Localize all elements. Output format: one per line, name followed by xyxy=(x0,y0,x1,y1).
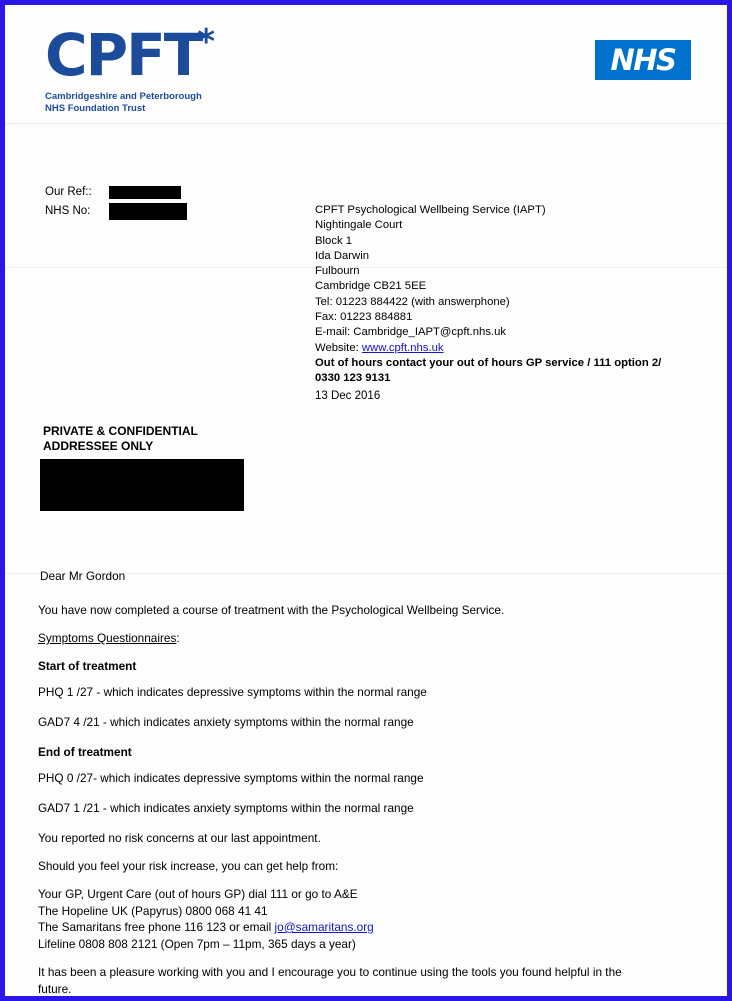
service-telephone: Tel: 01223 884422 (with answerphone) xyxy=(315,295,510,308)
crisis-contacts-list xyxy=(38,886,708,952)
end-gad-score: GAD7 1 /21 - which indicates anxiety symptoms within the normal range xyxy=(38,801,414,815)
nhs-no-label: NHS No: xyxy=(45,205,91,217)
service-address-line-5: Fulbourn xyxy=(315,265,360,278)
start-of-treatment-heading: Start of treatment xyxy=(38,659,137,673)
closing-paragraph xyxy=(38,964,708,996)
service-website-row xyxy=(315,341,715,356)
questionnaires-heading-suffix: : xyxy=(176,631,180,645)
end-phq-score: PHQ 0 /27- which indicates depressive symptoms within the normal range xyxy=(38,771,424,785)
scan-band xyxy=(5,123,727,124)
contact-samaritans xyxy=(38,919,708,936)
out-of-hours-line-1: Out of hours contact your out of hours GP service / 111 option 2/ xyxy=(315,356,662,369)
addressee-redaction xyxy=(40,459,244,511)
service-name: CPFT Psychological Wellbeing Service (IAPT) xyxy=(315,204,546,216)
questionnaires-heading-text: Symptoms Questionnaires xyxy=(38,631,177,645)
service-address-line-3: Block 1 xyxy=(315,234,353,247)
risk-help-intro: Should you feel your risk increase, you can get help from: xyxy=(38,859,339,873)
contact-lifeline: Lifeline 0808 808 2121 (Open 7pm – 11pm, 365 days a year) xyxy=(38,936,356,951)
cpft-subtitle-line2: NHS Foundation Trust xyxy=(45,103,146,114)
questionnaires-heading xyxy=(38,630,708,646)
paper-sheet xyxy=(5,5,727,996)
service-address-block xyxy=(315,203,715,387)
service-website-label: Website: xyxy=(315,341,362,354)
service-address-line-4: Ida Darwin xyxy=(315,249,369,262)
nhs-no-row xyxy=(45,202,187,221)
reference-block xyxy=(45,183,187,221)
confidential-notice xyxy=(43,424,198,454)
confidential-line-2: ADDRESSEE ONLY xyxy=(43,439,154,453)
cpft-subtitle-line1: Cambridgeshire and Peterborough xyxy=(45,91,202,102)
our-ref-label: Our Ref:: xyxy=(45,186,92,198)
intro-paragraph: You have now completed a course of treatment with the Psychological Wellbeing Service. xyxy=(38,603,505,617)
contact-samaritans-text: The Samaritans free phone 116 123 or email xyxy=(38,920,275,934)
our-ref-redaction xyxy=(109,186,181,199)
cpft-asterisk-icon: * xyxy=(197,22,216,62)
contact-hopeline: The Hopeline UK (Papyrus) 0800 068 41 41 xyxy=(38,903,268,918)
nhs-logo: NHS xyxy=(595,40,691,80)
service-address-line-6: Cambridge CB21 5EE xyxy=(315,280,427,293)
service-website-link[interactable]: www.cpft.nhs.uk xyxy=(361,341,444,354)
out-of-hours-line-2: 0330 123 9131 xyxy=(315,372,391,385)
cpft-wordmark: CPFT xyxy=(45,21,202,89)
letter-body xyxy=(38,568,708,996)
cpft-subtitle xyxy=(45,91,305,115)
start-gad-score: GAD7 4 /21 - which indicates anxiety symptoms within the normal range xyxy=(38,715,414,729)
closing-line-1: It has been a pleasure working with you and I encourage you to continue using the tools you found helpful in the xyxy=(38,965,622,979)
service-address-line-2: Nightingale Court xyxy=(315,219,403,232)
letter-date: 13 Dec 2016 xyxy=(315,390,381,402)
risk-statement: You reported no risk concerns at our last appointment. xyxy=(38,831,321,845)
our-ref-row xyxy=(45,183,187,202)
start-phq-score: PHQ 1 /27 - which indicates depressive symptoms within the normal range xyxy=(38,685,427,699)
service-email: E-mail: Cambridge_IAPT@cpft.nhs.uk xyxy=(315,326,507,339)
service-fax: Fax: 01223 884881 xyxy=(315,311,413,324)
cpft-logo xyxy=(45,21,305,115)
nhs-no-redaction xyxy=(109,203,187,220)
closing-line-2: future. xyxy=(38,982,72,996)
salutation: Dear Mr Gordon xyxy=(40,569,126,583)
end-of-treatment-heading: End of treatment xyxy=(38,745,132,759)
contact-gp: Your GP, Urgent Care (out of hours GP) dial 111 or go to A&E xyxy=(38,887,358,901)
samaritans-email-link[interactable]: jo@samaritans.org xyxy=(274,920,374,934)
confidential-line-1: PRIVATE & CONFIDENTIAL xyxy=(43,424,198,438)
